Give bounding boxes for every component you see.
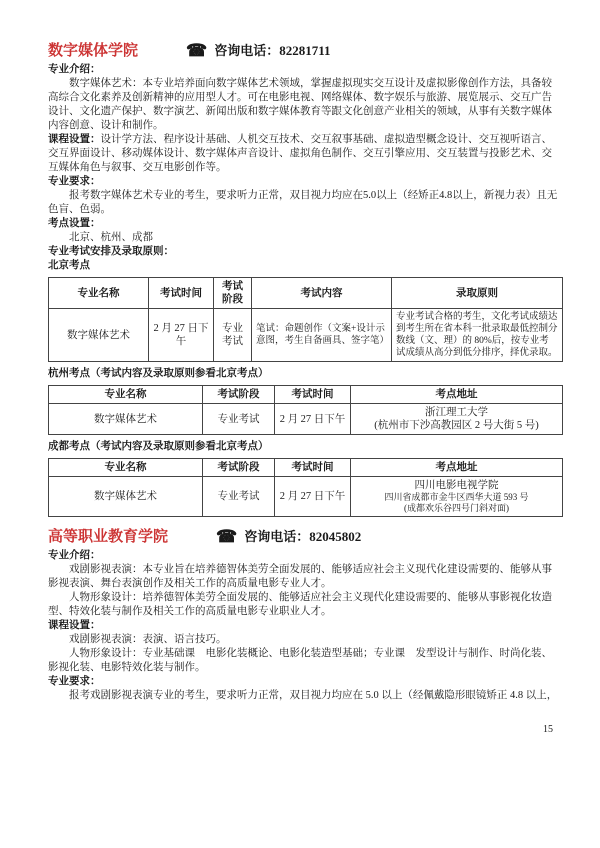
intro-label: 专业介绍： [48,64,101,75]
beijing-exam-table [48,277,563,362]
column-header: 考点地址 [351,459,563,477]
section-header [48,42,562,60]
intro-paragraph: 人物形象设计：培养德智体美劳全面发展的、能够适应社会主义现代化建设需要的、能够从事影视化妆造型、特效化装与制作及相关工作的高质量电影专业职业人才。 [48,592,552,617]
requirement-label: 专业要求： [48,176,101,187]
chengdu-exam-table [48,458,563,517]
requirement-text: 报考数字媒体艺术专业的考生，要求听力正常，双目视力均应在5.0以上（经矫正4.8以上，新视力表）且无色盲、色弱。 [48,190,558,215]
exam-stage-cell: 专业考试 [214,309,252,362]
column-header: 考试时间 [275,386,351,404]
course-text: 设计学方法、程序设计基础、人机交互技术、交互叙事基础、虚拟造型概念设计、交互视听语言、交互界面设计、移动媒体设计、数字媒体声音设计、虚拟角色制作、交互引擎应用、交互装置与投影艺术、交互媒体角色与叙事、交互电影创作等。 [48,134,552,173]
course-line: 人物形象设计：专业基础课 电影化装概论、电影化装造型基础；专业课 发型设计与制作、时尚化装、影视化装、电影特效化装与制作。 [48,648,552,673]
address-line: 四川省成都市金牛区西华大道 593 号 [384,492,529,502]
exam-time-cell: 2 月 27 日下午 [275,404,351,435]
beijing-site-label: 北京考点 [48,260,90,271]
column-header: 考点地址 [351,386,563,404]
chengdu-site-label: 成都考点（考试内容及录取原则参看北京考点） [48,441,269,452]
section-header [48,528,562,546]
hangzhou-exam-table [48,385,563,435]
table-row [49,477,563,517]
section-title: 数字媒体学院 [48,42,139,59]
major-name-cell: 数字媒体艺术 [49,477,203,517]
phone-number-label: 咨询电话：82281711 [214,43,331,58]
exam-time-cell: 2 月 27 日下午 [149,309,214,362]
exam-stage-cell: 专业考试 [203,477,275,517]
sites-text: 北京、杭州、成都 [69,232,153,243]
table-row [49,404,563,435]
sites-label: 考点设置： [48,218,101,229]
phone-info [186,42,330,60]
requirement-text: 报考戏剧影视表演专业的考生，要求听力正常，双目视力均应在 5.0 以上（经佩戴隐形眼镜矫正 4.8 以上， [69,690,558,701]
telephone-icon: ☎ [186,41,208,60]
telephone-icon: ☎ [216,527,238,546]
address-line: (成都欢乐谷四号门斜对面) [404,503,509,513]
section-vocational-education [48,528,562,703]
column-header: 考试阶段 [214,278,252,309]
section-digital-media [48,42,562,517]
address-line: 四川电影电视学院 [414,480,499,491]
page-number: 15 [543,724,553,735]
intro-text: 数字媒体艺术：本专业培养面向数字媒体艺术领域，掌握虚拟现实交互设计及虚拟影像创作方法，具备较高综合文化素养及创新精神的应用型人才。可在电影电视、网络媒体、数字娱乐与旅游、展览展示、交互广告设计、文化遗产保护、数字演艺、新闻出版和数字媒体教育等跟文化创意产业相关的领域，从事有关数字媒体内容创意、设计和制作。 [48,78,552,131]
phone-info [216,528,361,546]
site-address-cell [351,404,563,435]
table-row [49,309,563,362]
table-header-row [49,386,563,404]
admission-principle-cell: 专业考试合格的考生，文化考试成绩达到考生所在省本科一批录取最低控制分数线（文、理）的 80%后，按专业考试成绩从高分到低分排序，择优录取。 [392,309,563,362]
requirement-label: 专业要求： [48,676,101,687]
exam-stage-cell: 专业考试 [203,404,275,435]
course-paragraph [48,133,562,175]
column-header: 专业名称 [49,278,149,309]
arrange-label: 专业考试安排及录取原则： [48,246,174,257]
site-address-cell [351,477,563,517]
column-header: 专业名称 [49,459,203,477]
column-header: 考试阶段 [203,459,275,477]
column-header: 考试阶段 [203,386,275,404]
course-label: 课程设置： [48,134,101,145]
course-label: 课程设置： [48,620,101,631]
phone-number-label: 咨询电话：82045802 [244,529,362,544]
hangzhou-site-label: 杭州考点（考试内容及录取原则参看北京考点） [48,368,269,379]
address-line: 浙江理工大学 [425,407,488,418]
column-header: 考试时间 [149,278,214,309]
section-title: 高等职业教育学院 [48,528,169,545]
table-header-row [49,459,563,477]
address-line: (杭州市下沙高教园区 2 号大街 5 号) [374,420,539,431]
major-name-cell: 数字媒体艺术 [49,309,149,362]
table-header-row [49,278,563,309]
course-line: 戏剧影视表演：表演、语言技巧。 [69,634,227,645]
exam-content-cell: 笔试：命题创作（文案+设计示意图，考生自备画具、签字笔） [252,309,392,362]
column-header: 考试时间 [275,459,351,477]
column-header: 专业名称 [49,386,203,404]
exam-time-cell: 2 月 27 日下午 [275,477,351,517]
major-name-cell: 数字媒体艺术 [49,404,203,435]
intro-label: 专业介绍： [48,550,101,561]
column-header: 录取原则 [392,278,563,309]
column-header: 考试内容 [252,278,392,309]
intro-paragraph: 戏剧影视表演：本专业旨在培养德智体美劳全面发展的、能够适应社会主义现代化建设需要的、能够从事影视表演、舞台表演创作及相关工作的高质量电影专业人才。 [48,564,552,589]
